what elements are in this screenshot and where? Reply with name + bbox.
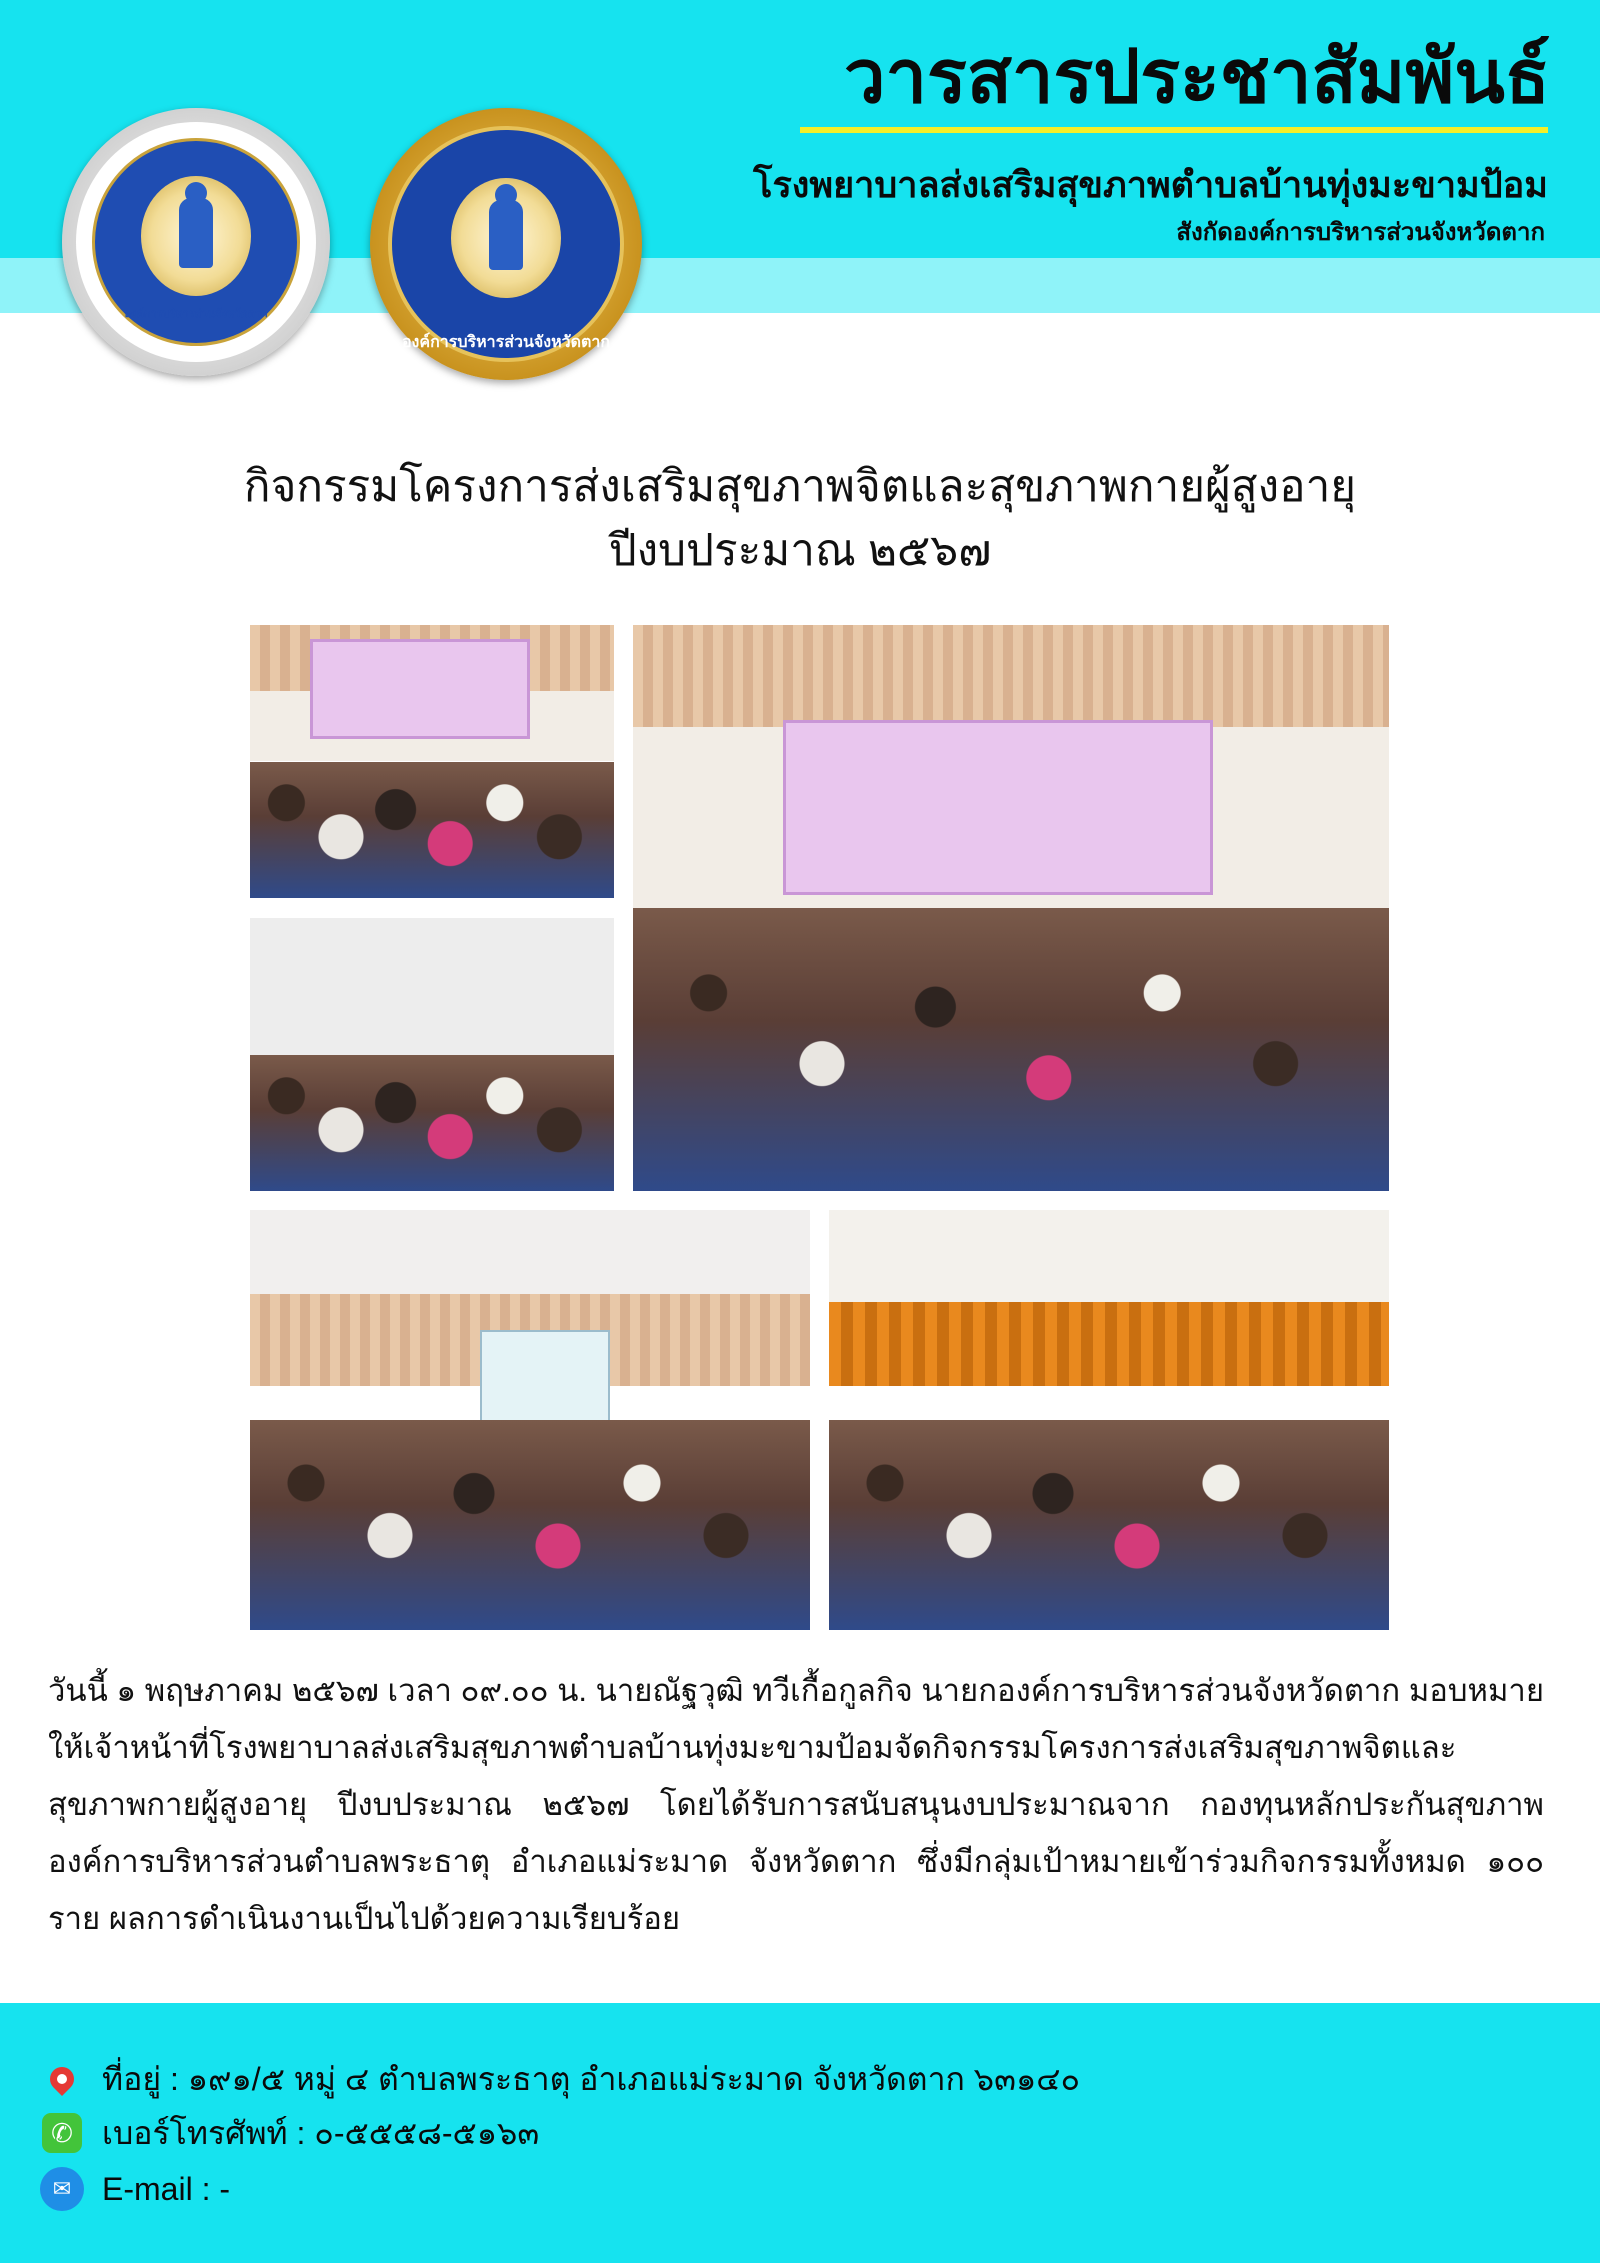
activity-photo-5 <box>829 1210 1389 1630</box>
email-icon: ✉ <box>40 2167 84 2211</box>
affiliation: สังกัดองค์การบริหารส่วนจังหวัดตาก <box>1176 219 1545 246</box>
footer <box>0 2003 1600 2263</box>
seated-figure-emblem-icon <box>141 176 251 296</box>
activity-photo-4 <box>250 1210 810 1630</box>
contact-address <box>40 2055 1080 2103</box>
activity-title-line2: ปีงบประมาณ ๒๕๖๗ <box>608 526 992 575</box>
activity-photo-2 <box>633 625 1389 1191</box>
activity-photo-3 <box>250 918 614 1191</box>
seated-figure-emblem-icon <box>451 178 561 298</box>
phone-icon: ✆ <box>40 2111 84 2155</box>
magazine-title: วารสารประชาสัมพันธ์ <box>843 35 1550 118</box>
activity-title <box>100 455 1500 583</box>
phone-text: เบอร์โทรศัพท์ : ๐-๕๕๕๘-๕๑๖๓ <box>102 2114 540 2151</box>
logo2-text: องค์การบริหารส่วนจังหวัดตาก <box>401 332 611 351</box>
activity-photo-1 <box>250 625 614 898</box>
pao-tak-logo-silver <box>62 108 330 376</box>
hospital-name: โรงพยาบาลส่งเสริมสุขภาพตำบลบ้านทุ่งมะขามป้อม <box>753 164 1548 205</box>
location-pin-icon <box>40 2057 84 2101</box>
contact-email <box>40 2165 230 2213</box>
contact-phone <box>40 2109 539 2157</box>
pao-tak-logo-gold <box>370 108 642 380</box>
title-underline <box>800 127 1548 133</box>
logo1-text: องค์การบริหารส่วนจังหวัดตาก <box>124 307 268 320</box>
address-text: ที่อยู่ : ๑๙๑/๕ หมู่ ๔ ตำบลพระธาตุ อำเภอแม่ระมาด จังหวัดตาก ๖๓๑๔๐ <box>102 2060 1081 2097</box>
email-text: E-mail : - <box>102 2170 230 2207</box>
body-paragraph: วันนี้ ๑ พฤษภาคม ๒๕๖๗ เวลา ๐๙.๐๐ น. นายณัฐวุฒิ ทวีเกื้อกูลกิจ นายกองค์การบริหารส่วนจังหวัดตาก มอบหมายให้เจ้าหน้าที่โรงพยาบาลส่งเสริมสุขภาพตำบลบ้านทุ่งมะขามป้อมจัดกิจกรรมโครงการส่งเสริมสุขภาพจิตและสุขภาพกายผู้สูงอายุ ปีงบประมาณ ๒๕๖๗ โดยได้รับการสนับสนุนงบประมาณจาก กองทุนหลักประกันสุขภาพองค์การบริหารส่วนตำบลพระธาตุ อำเภอแม่ระมาด จังหวัดตาก ซึ่งมีกลุ่มเป้าหมายเข้าร่วมกิจกรรมทั้งหมด ๑๐๐ ราย ผลการดำเนินงานเป็นไปด้วยความเรียบร้อย <box>48 1673 1544 1936</box>
activity-title-line1: กิจกรรมโครงการส่งเสริมสุขภาพจิตและสุขภาพกายผู้สูงอายุ <box>243 462 1357 511</box>
